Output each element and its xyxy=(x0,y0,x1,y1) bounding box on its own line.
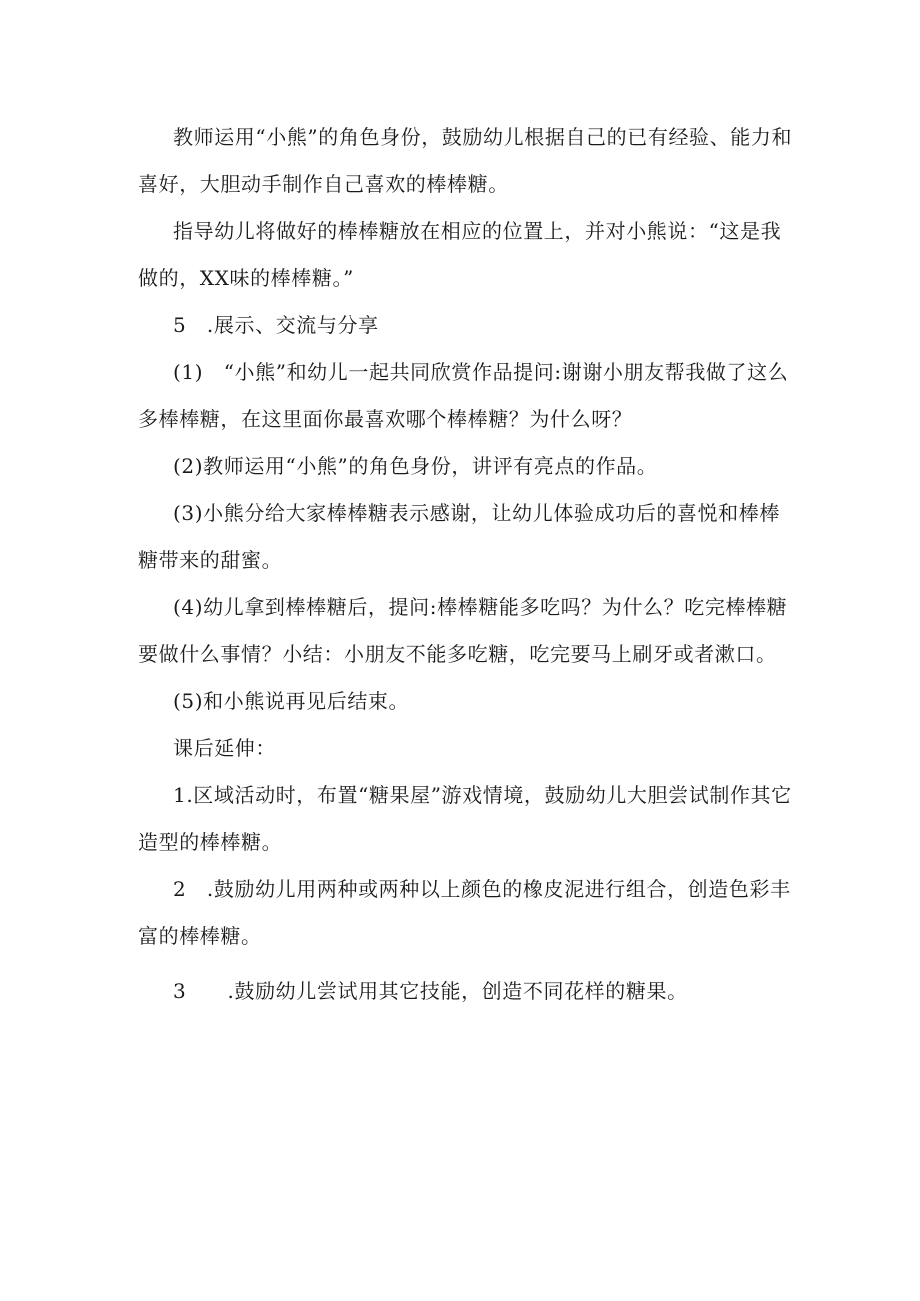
extension-heading: 课后延伸： xyxy=(173,736,276,760)
list-item-5: (5)和小熊说再见后结束。 xyxy=(173,689,410,713)
list-item-1: (1) “小熊”和幼儿一起共同欣赏作品提问:谢谢小朋友帮我做了这么多棒棒糖，在这里面你最喜欢哪个棒棒糖？为什么呀？ xyxy=(138,360,789,431)
document-body xyxy=(138,114,794,1015)
extension-item-1: 1.区域活动时，布置“糖果屋”游戏情境，鼓励幼儿大胆尝试制作其它造型的棒棒糖。 xyxy=(138,783,792,854)
extension-item-2: 2 .鼓励幼儿用两种或两种以上颜色的橡皮泥进行组合，创造色彩丰富的棒棒糖。 xyxy=(138,877,791,948)
paragraph-place-lollipop: 指导幼儿将做好的棒棒糖放在相应的位置上，并对小熊说：“这是我做的，XX味的棒棒糖。” xyxy=(138,219,782,290)
list-item-2: (2)教师运用“小熊”的角色身份，讲评有亮点的作品。 xyxy=(173,454,658,478)
list-item-4: (4)幼儿拿到棒棒糖后，提问:棒棒糖能多吃吗？为什么？吃完棒棒糖要做什么事情？小结：小朋友不能多吃糖，吃完要马上刷牙或者漱口。 xyxy=(138,595,788,666)
extension-item-3: 3 .鼓励幼儿尝试用其它技能，创造不同花样的糖果。 xyxy=(173,979,688,1003)
paragraph-teacher-role: 教师运用“小熊”的角色身份，鼓励幼儿根据自己的已有经验、能力和喜好，大胆动手制作自己喜欢的棒棒糖。 xyxy=(138,125,793,196)
list-item-3: (3)小熊分给大家棒棒糖表示感谢，让幼儿体验成功后的喜悦和棒棒糖带来的甜蜜。 xyxy=(138,501,780,572)
section-heading-5: 5 .展示、交流与分享 xyxy=(173,313,379,337)
